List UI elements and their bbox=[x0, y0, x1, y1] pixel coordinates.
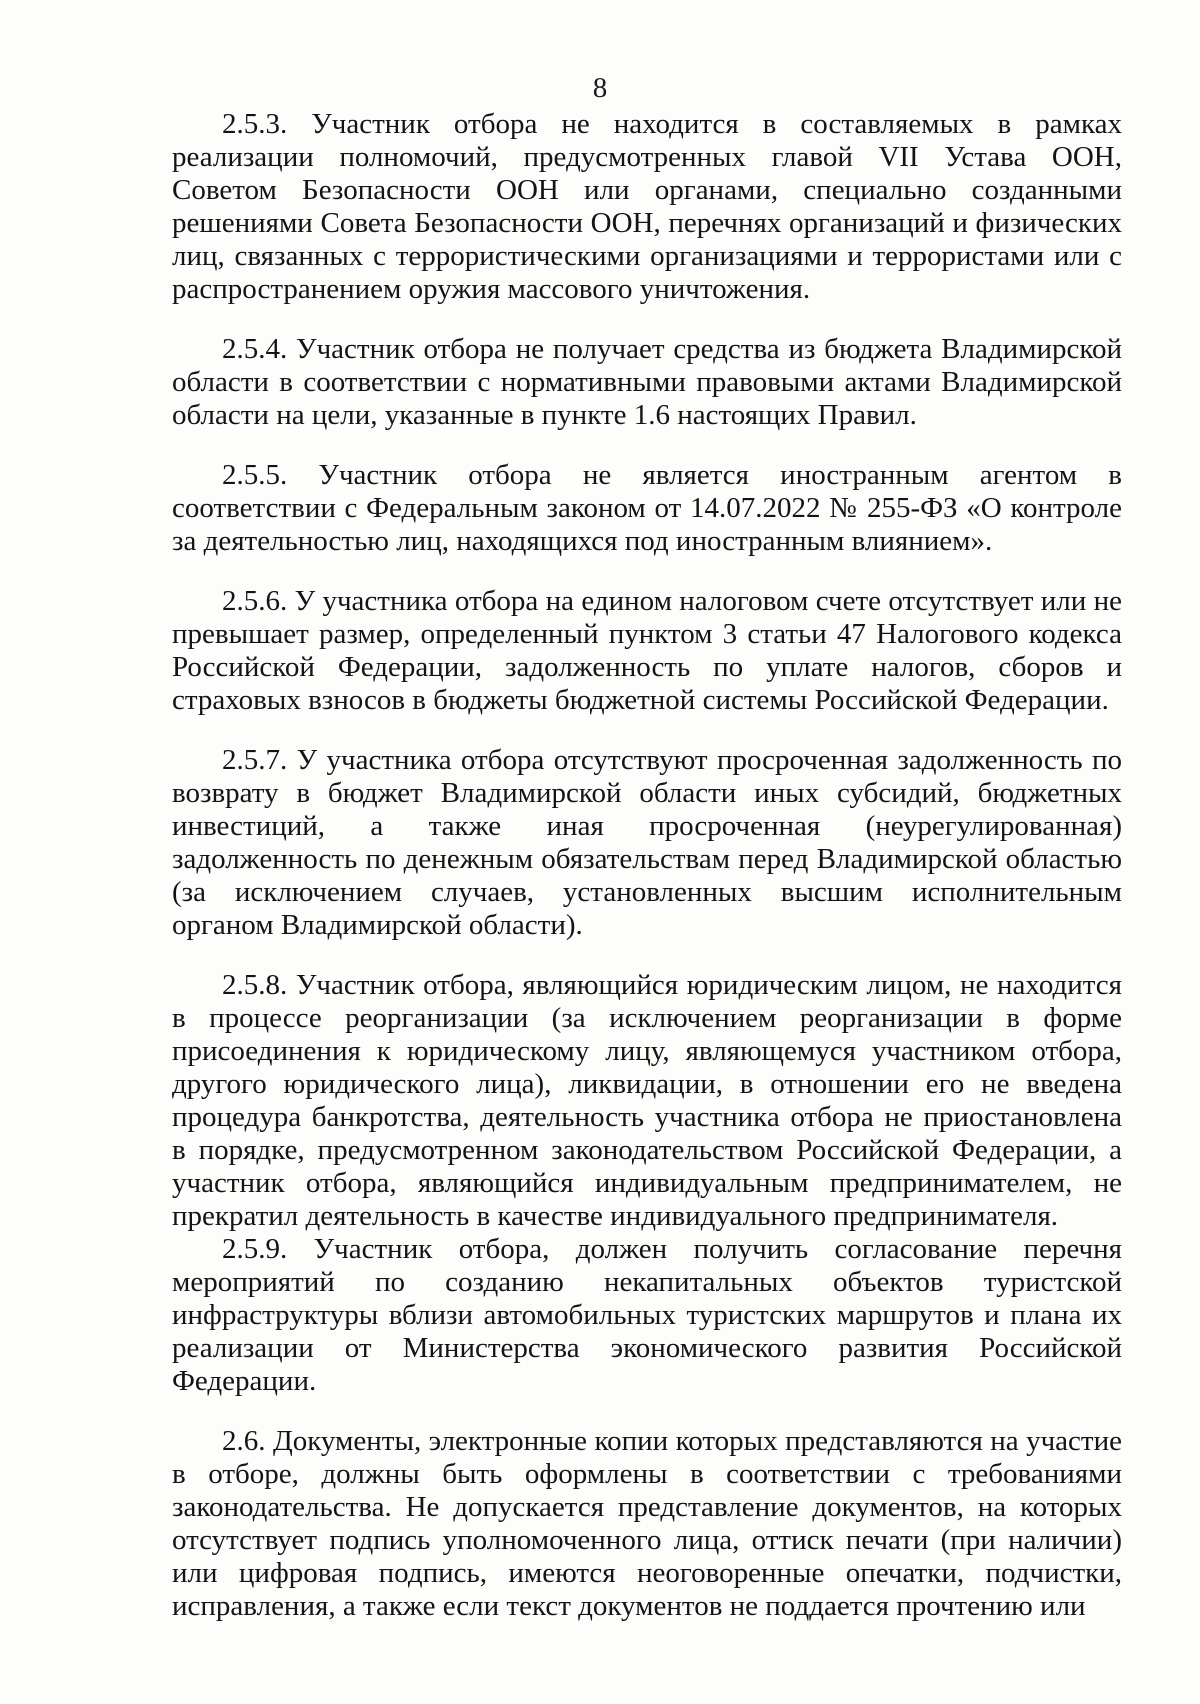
paragraph-2-6: 2.6. Документы, электронные копии которых представляются на участие в отборе, должны быть оформлены в соответствии с требованиями законодательства. Не допускается представление документов, на которых отсутствует подпись уполномоченного лица, оттиск печати (при наличии) или цифровая подпись, имеются неоговоренные опечатки, подчистки, исправления, а также если текст документов не поддается прочтению или bbox=[172, 1425, 1122, 1622]
paragraph-2-5-3: 2.5.3. Участник отбора не находится в составляемых в рамках реализации полномочий, предусмотренных главой VII Устава ООН, Советом Безопасности ООН или органами, специально созданными решениями Совета Безопасности ООН, перечнях организаций и физических лиц, связанных с террористическими организациями и террористами или с распространением оружия массового уничтожения. bbox=[172, 108, 1122, 305]
paragraph-2-5-9: 2.5.9. Участник отбора, должен получить согласование перечня мероприятий по созданию некапитальных объектов туристской инфраструктуры вблизи автомобильных туристских маршрутов и плана их реализации от Министерства экономического развития Российской Федерации. bbox=[172, 1233, 1122, 1397]
document-body bbox=[172, 108, 1122, 1623]
paragraph-2-5-8: 2.5.8. Участник отбора, являющийся юридическим лицом, не находится в процессе реорганизации (за исключением реорганизации в форме присоединения к юридическому лицу, являющемуся участником отбора, другого юридического лица), ликвидации, в отношении его не введена процедура банкротства, деятельность участника отбора не приостановлена в порядке, предусмотренном законодательством Российской Федерации, а участник отбора, являющийся индивидуальным предпринимателем, не прекратил деятельность в качестве индивидуального предпринимателя. bbox=[172, 969, 1122, 1232]
paragraph-2-5-5: 2.5.5. Участник отбора не является иностранным агентом в соответствии с Федеральным законом от 14.07.2022 № 255-ФЗ «О контроле за деятельностью лиц, находящихся под иностранным влиянием». bbox=[172, 459, 1122, 557]
paragraph-2-5-7: 2.5.7. У участника отбора отсутствуют просроченная задолженность по возврату в бюджет Владимирской области иных субсидий, бюджетных инвестиций, а также иная просроченная (неурегулированная) задолженность по денежным обязательствам перед Владимирской областью (за исключением случаев, установленных высшим исполнительным органом Владимирской области). bbox=[172, 744, 1122, 941]
page-number: 8 bbox=[592, 72, 608, 104]
paragraph-2-5-6: 2.5.6. У участника отбора на едином налоговом счете отсутствует или не превышает размер, определенный пунктом 3 статьи 47 Налогового кодекса Российской Федерации, задолженность по уплате налогов, сборов и страховых взносов в бюджеты бюджетной системы Российской Федерации. bbox=[172, 585, 1122, 716]
paragraph-2-5-4: 2.5.4. Участник отбора не получает средства из бюджета Владимирской области в соответствии с нормативными правовыми актами Владимирской области на цели, указанные в пункте 1.6 настоящих Правил. bbox=[172, 333, 1122, 431]
